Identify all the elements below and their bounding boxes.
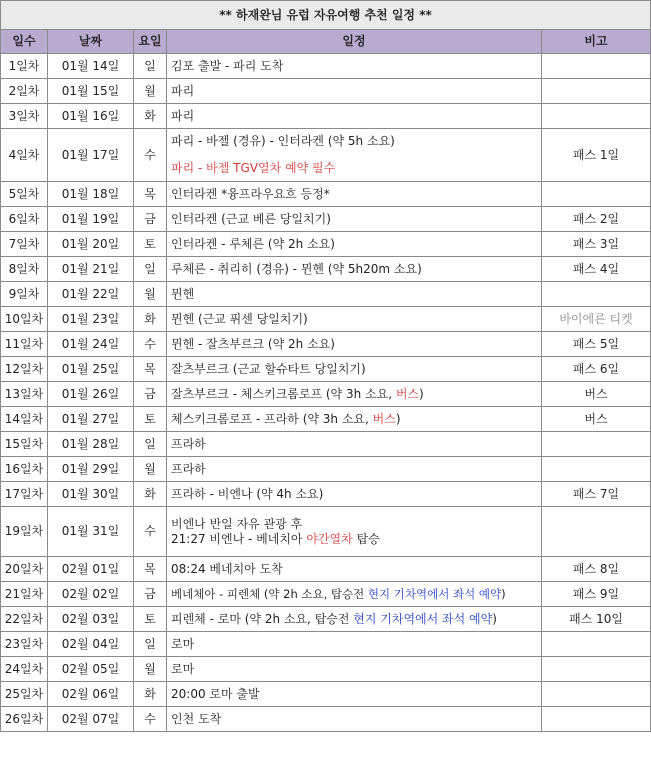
date-cell: 01월 19일 (48, 207, 134, 232)
weekday-cell: 토 (134, 607, 167, 632)
weekday-cell: 일 (134, 54, 167, 79)
day-cell: 8일차 (1, 257, 48, 282)
plan-cell: 20:00 로마 출발 (167, 682, 542, 707)
table-row (1, 582, 651, 607)
day-cell: 6일차 (1, 207, 48, 232)
weekday-cell: 월 (134, 457, 167, 482)
plan-text: 잘츠부르크 - 체스키크롬로프 (약 3h 소요, (171, 386, 396, 401)
plan-text: 21:27 비엔나 - 베네치아 (171, 531, 307, 546)
weekday-cell: 수 (134, 707, 167, 732)
plan-cell: 프라하 (167, 457, 542, 482)
weekday-cell: 목 (134, 182, 167, 207)
date-cell: 01월 24일 (48, 332, 134, 357)
table-row (1, 482, 651, 507)
weekday-cell: 수 (134, 332, 167, 357)
plan-text: 베네체아 - 피렌체 (약 2h 소요, 탑승전 (171, 586, 368, 601)
plan-cell: 08:24 베네치아 도착 (167, 557, 542, 582)
note-cell: 패스 6일 (542, 357, 651, 382)
weekday-cell: 금 (134, 382, 167, 407)
note-cell (542, 457, 651, 482)
day-cell: 11일차 (1, 332, 48, 357)
note-cell: 패스 7일 (542, 482, 651, 507)
date-cell: 01월 28일 (48, 432, 134, 457)
note-cell (542, 632, 651, 657)
table-row (1, 79, 651, 104)
table-row (1, 707, 651, 732)
note-cell: 패스 3일 (542, 232, 651, 257)
plan-cell: 뮌헨 (167, 282, 542, 307)
plan-text-end: ) (419, 386, 424, 401)
plan-highlight: 야간열차 (306, 531, 353, 546)
day-cell: 14일차 (1, 407, 48, 432)
note-cell (542, 657, 651, 682)
plan-line: 파리 - 바젤 (경유) - 인터라켄 (약 5h 소요) (171, 134, 395, 148)
weekday-cell: 토 (134, 232, 167, 257)
day-cell: 2일차 (1, 79, 48, 104)
plan-cell: 인터라켄 (근교 베른 당일치기) (167, 207, 542, 232)
table-row (1, 129, 651, 182)
date-cell: 01월 26일 (48, 382, 134, 407)
plan-highlight: 버스 (395, 386, 420, 401)
note-cell: 패스 2일 (542, 207, 651, 232)
note-cell: 패스 1일 (542, 129, 651, 182)
day-cell: 5일차 (1, 182, 48, 207)
date-cell: 02월 06일 (48, 682, 134, 707)
date-cell: 02월 03일 (48, 607, 134, 632)
table-row (1, 632, 651, 657)
note-cell: 버스 (542, 382, 651, 407)
table-row (1, 357, 651, 382)
note-cell (542, 282, 651, 307)
date-cell: 01월 22일 (48, 282, 134, 307)
plan-cell: 파리 (167, 79, 542, 104)
plan-cell: 프라하 (167, 432, 542, 457)
date-cell: 02월 07일 (48, 707, 134, 732)
date-cell: 01월 30일 (48, 482, 134, 507)
day-cell: 13일차 (1, 382, 48, 407)
date-cell: 01월 31일 (48, 507, 134, 557)
table-row (1, 332, 651, 357)
plan-text-end: ) (492, 611, 497, 626)
day-cell: 10일차 (1, 307, 48, 332)
table-row (1, 407, 651, 432)
plan-cell (167, 607, 542, 632)
weekday-cell: 화 (134, 682, 167, 707)
table-row (1, 432, 651, 457)
day-cell: 23일차 (1, 632, 48, 657)
header-plan: 일정 (167, 30, 542, 54)
plan-text: 피렌체 - 로마 (약 2h 소요, 탑승전 (171, 611, 354, 626)
plan-cell: 잘츠부르크 (근교 할슈타트 당일치기) (167, 357, 542, 382)
day-cell: 7일차 (1, 232, 48, 257)
weekday-cell: 화 (134, 307, 167, 332)
plan-cell: 프라하 - 비엔나 (약 4h 소요) (167, 482, 542, 507)
date-cell: 01월 20일 (48, 232, 134, 257)
plan-cell: 인터라켄 *융프라우요흐 등정* (167, 182, 542, 207)
day-cell: 15일차 (1, 432, 48, 457)
note-cell: 패스 8일 (542, 557, 651, 582)
day-cell: 16일차 (1, 457, 48, 482)
plan-text: 체스키크롬로프 - 프라하 (약 3h 소요, (171, 411, 373, 426)
day-cell: 21일차 (1, 582, 48, 607)
table-title: ** 하재완님 유럽 자유여행 추천 일정 ** (1, 1, 651, 30)
day-cell: 19일차 (1, 507, 48, 557)
note-cell (542, 54, 651, 79)
weekday-cell: 일 (134, 632, 167, 657)
plan-warning: 파리 - 바젤 TGV열차 예약 필수 (171, 161, 336, 175)
table-row (1, 207, 651, 232)
date-cell: 02월 04일 (48, 632, 134, 657)
note-cell (542, 432, 651, 457)
note-cell (542, 682, 651, 707)
date-cell: 01월 16일 (48, 104, 134, 129)
plan-cell: 파리 (167, 104, 542, 129)
note-cell (542, 79, 651, 104)
day-cell: 12일차 (1, 357, 48, 382)
table-row (1, 104, 651, 129)
weekday-cell: 수 (134, 507, 167, 557)
date-cell: 02월 05일 (48, 657, 134, 682)
day-cell: 1일차 (1, 54, 48, 79)
date-cell: 01월 17일 (48, 129, 134, 182)
plan-cell: 인천 도착 (167, 707, 542, 732)
plan-highlight: 현지 기차역에서 좌석 예약 (353, 611, 493, 626)
weekday-cell: 일 (134, 257, 167, 282)
date-cell: 02월 01일 (48, 557, 134, 582)
day-cell: 22일차 (1, 607, 48, 632)
table-row (1, 54, 651, 79)
plan-cell: 루체른 - 취리히 (경유) - 뮌헨 (약 5h20m 소요) (167, 257, 542, 282)
day-cell: 26일차 (1, 707, 48, 732)
weekday-cell: 화 (134, 104, 167, 129)
note-cell (542, 507, 651, 557)
header-day: 일수 (1, 30, 48, 54)
plan-text-end: 탑승 (352, 531, 380, 546)
plan-cell (167, 507, 542, 557)
weekday-cell: 월 (134, 79, 167, 104)
date-cell: 01월 27일 (48, 407, 134, 432)
weekday-cell: 토 (134, 407, 167, 432)
date-cell: 02월 02일 (48, 582, 134, 607)
plan-cell: 뮌헨 - 잘츠부르크 (약 2h 소요) (167, 332, 542, 357)
plan-highlight: 버스 (372, 411, 396, 426)
table-row (1, 282, 651, 307)
weekday-cell: 화 (134, 482, 167, 507)
weekday-cell: 월 (134, 657, 167, 682)
table-row (1, 307, 651, 332)
plan-line-2 (171, 532, 541, 547)
plan-cell (167, 407, 542, 432)
note-cell: 버스 (542, 407, 651, 432)
note-cell: 패스 9일 (542, 582, 651, 607)
day-cell: 3일차 (1, 104, 48, 129)
note-cell: 패스 4일 (542, 257, 651, 282)
table-row (1, 232, 651, 257)
plan-cell: 인터라켄 - 루체른 (약 2h 소요) (167, 232, 542, 257)
table-row (1, 382, 651, 407)
weekday-cell: 금 (134, 582, 167, 607)
plan-text-end: ) (395, 411, 401, 426)
date-cell: 01월 25일 (48, 357, 134, 382)
date-cell: 01월 14일 (48, 54, 134, 79)
header-date: 날짜 (48, 30, 134, 54)
table-row (1, 507, 651, 557)
plan-highlight: 현지 기차역에서 좌석 예약 (367, 586, 502, 601)
day-cell: 9일차 (1, 282, 48, 307)
plan-cell: 로마 (167, 657, 542, 682)
note-cell: 패스 5일 (542, 332, 651, 357)
note-cell (542, 707, 651, 732)
table-row (1, 607, 651, 632)
table-row (1, 182, 651, 207)
note-cell (542, 104, 651, 129)
note-cell (542, 182, 651, 207)
date-cell: 01월 23일 (48, 307, 134, 332)
plan-cell (167, 129, 542, 182)
table-row (1, 682, 651, 707)
day-cell: 4일차 (1, 129, 48, 182)
date-cell: 01월 15일 (48, 79, 134, 104)
plan-cell: 뮌헨 (근교 퓌센 당일치기) (167, 307, 542, 332)
weekday-cell: 금 (134, 207, 167, 232)
plan-cell (167, 382, 542, 407)
date-cell: 01월 18일 (48, 182, 134, 207)
table-row (1, 457, 651, 482)
weekday-cell: 일 (134, 432, 167, 457)
table-row (1, 557, 651, 582)
plan-cell: 로마 (167, 632, 542, 657)
weekday-cell: 목 (134, 557, 167, 582)
weekday-cell: 수 (134, 129, 167, 182)
table-row (1, 657, 651, 682)
day-cell: 24일차 (1, 657, 48, 682)
day-cell: 20일차 (1, 557, 48, 582)
table-row (1, 257, 651, 282)
plan-cell: 김포 출발 - 파리 도착 (167, 54, 542, 79)
plan-line: 비엔나 반일 자유 관광 후 (171, 516, 303, 531)
date-cell: 01월 21일 (48, 257, 134, 282)
weekday-cell: 월 (134, 282, 167, 307)
date-cell: 01월 29일 (48, 457, 134, 482)
plan-cell (167, 582, 542, 607)
header-note: 비고 (542, 30, 651, 54)
header-weekday: 요일 (134, 30, 167, 54)
plan-text-end: ) (501, 586, 506, 601)
note-cell: 패스 10일 (542, 607, 651, 632)
day-cell: 17일차 (1, 482, 48, 507)
day-cell: 25일차 (1, 682, 48, 707)
note-cell: 바이에른 티켓 (542, 307, 651, 332)
weekday-cell: 목 (134, 357, 167, 382)
